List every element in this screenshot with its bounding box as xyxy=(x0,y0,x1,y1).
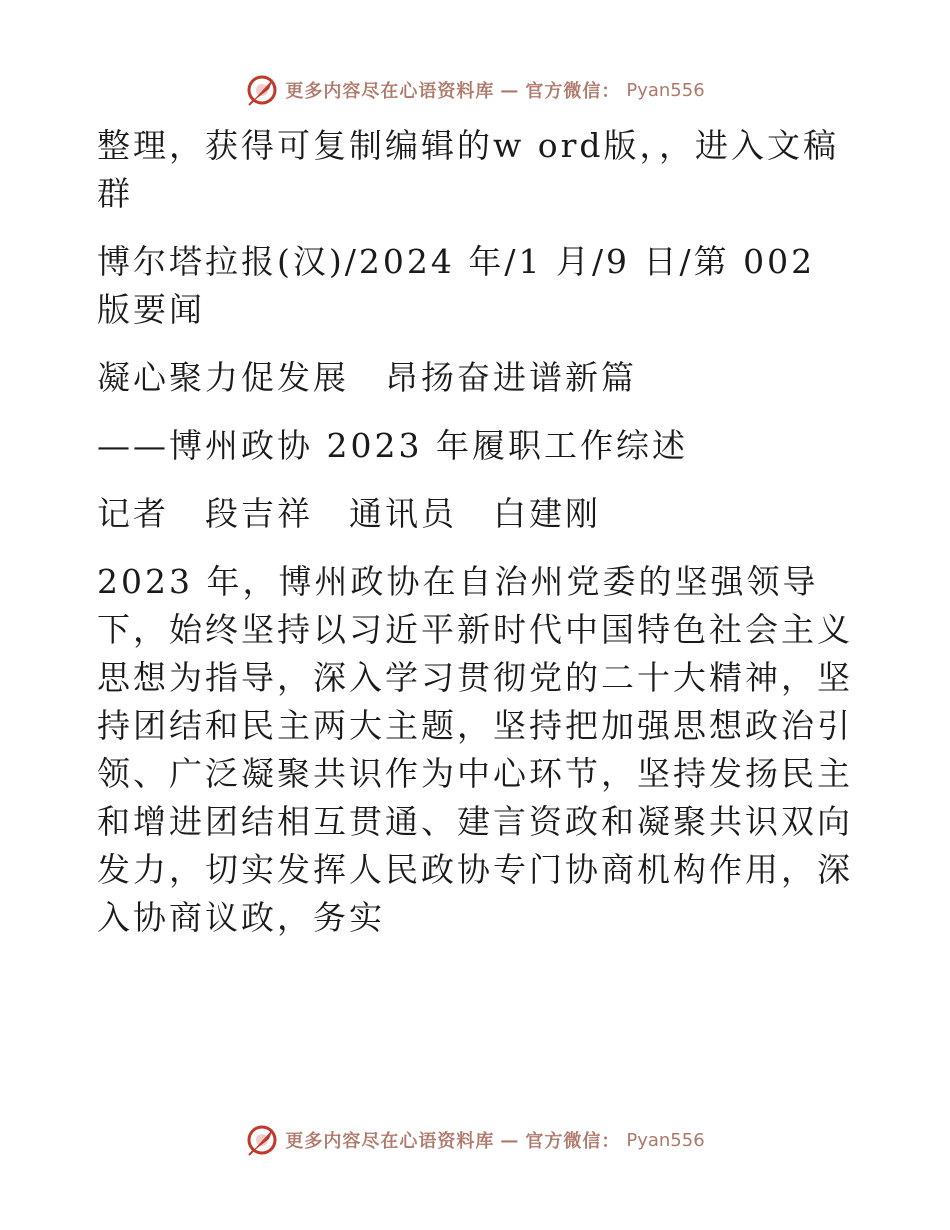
banner-wechat-id: Pyan556 xyxy=(626,1129,705,1151)
footer-banner xyxy=(0,1120,950,1160)
banner-separator: — xyxy=(500,1129,520,1151)
article-byline: 记者 段吉祥 通讯员 白建刚 xyxy=(97,494,601,533)
article-subtitle: ——博州政协 2023 年履职工作综述 xyxy=(97,426,688,465)
intro-note: 整理，获得可复制编辑的w ord版，，进入文稿群 xyxy=(97,126,840,213)
banner-site-name: 更多内容尽在心语资料库 xyxy=(285,1131,495,1152)
header-banner-content xyxy=(245,73,704,107)
banner-separator: — xyxy=(500,79,520,101)
source-line: 博尔塔拉报(汉)/2024 年/1 月/9 日/第 002 版要闻 xyxy=(97,242,816,329)
quill-logo-icon xyxy=(245,1123,279,1157)
banner-wechat-label: 官方微信： xyxy=(525,1131,621,1152)
article-body-paragraph: 2023 年，博州政协在自治州党委的坚强领导下，始终坚持以习近平新时代中国特色社会主义思想为指导，深入学习贯彻党的二十大精神，坚持团结和民主两大主题，坚持把加强思想政治引领、广泛凝聚共识作为中心环节，坚持发扬民主和增进团结相互贯通、建言资政和凝聚共识双向发力，切实发挥人民政协专门协商机构作用，深入协商议政，务实 xyxy=(97,562,853,937)
banner-wechat-label: 官方微信： xyxy=(525,81,621,102)
banner-wechat-id: Pyan556 xyxy=(626,79,705,101)
document-body xyxy=(97,122,857,942)
banner-site-name: 更多内容尽在心语资料库 xyxy=(285,81,495,102)
footer-banner-content xyxy=(245,1123,704,1157)
article-title: 凝心聚力促发展 昂扬奋进谱新篇 xyxy=(97,358,637,397)
quill-logo-icon xyxy=(245,73,279,107)
header-banner xyxy=(0,70,950,110)
